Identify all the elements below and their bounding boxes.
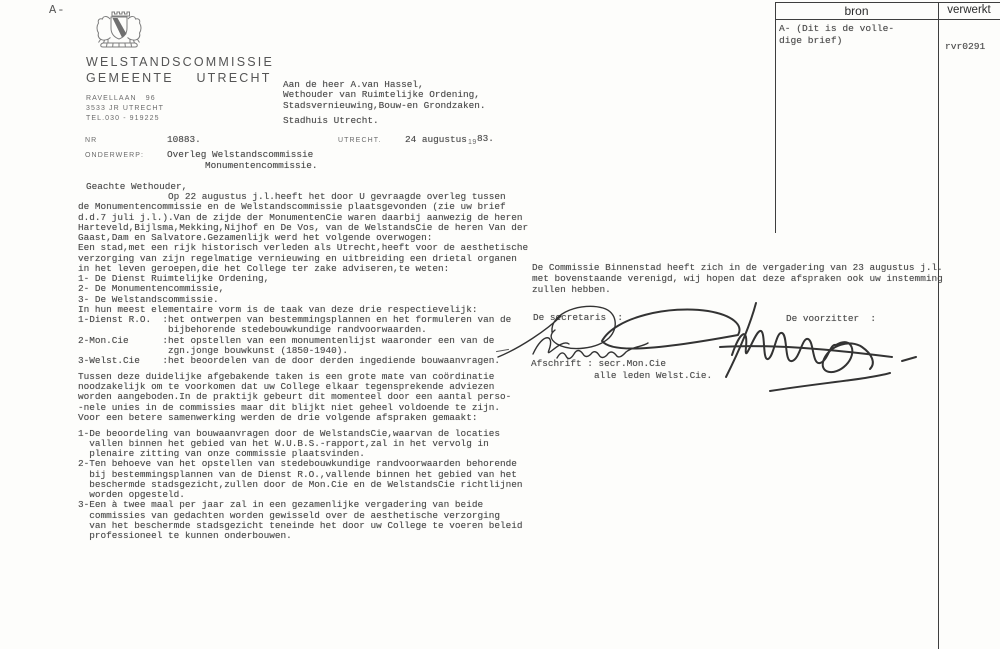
right-note: [532, 262, 943, 296]
letter-body-line: d.d.7 juli j.l.).Van de zijde der MonumentenCie waren daarbij aanwezig de heren: [78, 211, 523, 223]
table-header-underline: [775, 19, 1000, 20]
table-cell-bron-line1: A- (Dit is de volle-: [779, 23, 895, 34]
letter-body-line: 3-Een à twee maal per jaar zal in een gezamenlijke vergadering van beide: [78, 499, 484, 511]
letter-body-line: plenaire zitting van onze commissie plaatsvinden.: [78, 448, 365, 459]
table-cell-verwerkt-value: rvr0291: [945, 41, 986, 52]
letter-body-line: professioneel te kunnen onderbouwen.: [78, 530, 292, 541]
letterhead-org-line2: GEMEENTE UTRECHT: [86, 71, 272, 85]
recipient-address-line: Aan de heer A.van Hassel,: [283, 79, 424, 90]
letter-body-line: -nele unies in de commissies maar dit blijkt niet geheel voldoende te zijn.: [78, 401, 500, 413]
letter-body: [78, 192, 528, 541]
letter-body-line: bijbehorende stedebouwkundige randvoorwaarden.: [78, 324, 427, 336]
right-note-line: De Commissie Binnenstad heeft zich in de vergadering van 23 augustus j.l.: [532, 262, 943, 273]
copy-note-line1: Afschrift : secr.Mon.Cie: [531, 358, 667, 369]
letterhead-address: [86, 94, 164, 124]
recipient-address-line: Wethouder van Ruimtelijke Ordening,: [283, 89, 480, 101]
letter-body-line: Gaast,Dam en Salvatore.Gezamenlijk werd het volgende overwogen:: [78, 232, 433, 243]
chairman-label: De voorzitter :: [786, 313, 877, 324]
letter-body-line: zgn.jonge bouwkunst (1850-1940).: [78, 344, 349, 356]
letter-body-line: vallen binnen het gebied van het W.U.B.S.-rapport,zal in het vervolg in: [78, 437, 489, 449]
letter-body-line: 1- De Dienst Ruimtelijke Ordening,: [78, 273, 270, 284]
table-header-verwerkt: verwerkt: [947, 4, 991, 16]
letter-body-line: van het beschermde stadsgezicht teneinde het door uw College te voeren beleid: [78, 519, 523, 531]
recipient-address-line: Stadhuis Utrecht.: [283, 115, 379, 127]
nr-value: 10883.: [167, 134, 201, 145]
chairman-signature: [580, 295, 920, 405]
city-label: UTRECHT.: [338, 137, 382, 144]
date-value: 24 augustus: [405, 134, 467, 145]
salutation: Geachte Wethouder,: [86, 181, 188, 192]
letter-body-line: 3- De Welstandscommissie.: [78, 293, 219, 305]
recipient-address-line: Stadsvernieuwing,Bouw-en Grondzaken.: [283, 99, 486, 111]
letter-body-line: 2-Ten behoeve van het opstellen van stedebouwkundige randvoorwaarden behorende: [78, 458, 517, 470]
table-header-bron: bron: [844, 4, 869, 18]
subject-label: ONDERWERP:: [85, 152, 145, 159]
letter-body-line: Harteveld,Bijlsma,Mekking,Nijhof en De Vos, van de WelstandsCie de heren Van der: [78, 221, 529, 233]
letter-body-line: Voor een betere samenwerking werden de drie volgende afspraken gemaakt:: [78, 411, 478, 423]
secretary-label: De secretaris :: [533, 312, 624, 323]
right-note-line: zullen hebben.: [532, 284, 611, 296]
letter-body-line: de Monumentencommissie en de Welstandscommissie plaatsgevonden (zie uw brief: [78, 201, 506, 213]
table-top-border: [775, 2, 1000, 3]
corner-annotation: A-: [49, 3, 66, 17]
letter-body-line: 3-Welst.Cie :het beoordelen van de door derden ingediende bouwaanvragen.: [78, 355, 500, 366]
year-prefix: 19: [468, 139, 477, 146]
utrecht-coat-of-arms-icon: [89, 10, 149, 48]
subject-line2: Monumentencommissie.: [205, 160, 318, 171]
letterhead-address-line: RAVELLAAN 96: [86, 95, 156, 102]
letter-body-line: 2- De Monumentencommissie,: [78, 283, 225, 295]
table-cell-bron-line2: dige brief): [779, 35, 843, 46]
right-note-line: met bovenstaande verenigd, wij hopen dat deze afspraken ook uw instemming: [532, 273, 943, 285]
table-column-divider: [938, 2, 939, 649]
table-left-border: [775, 2, 776, 233]
letter-body-line: beschermde stadsgezicht,zullen door de Mon.Cie en de WelstandsCie richtlijnen: [78, 478, 523, 490]
letter-body-line: 1-Dienst R.O. :het ontwerpen van bestemmingsplannen en het formuleren van de: [78, 314, 512, 325]
letter-body-line: worden opgesteld.: [78, 489, 185, 500]
year-value: 83.: [477, 133, 494, 144]
letter-body-line: noodzakelijk om te voorkomen dat uw College elkaar tegensprekende adviezen: [78, 381, 495, 392]
letter-body-line: Op 22 augustus j.l.heeft het door U gevraagde overleg tussen: [78, 191, 506, 202]
letterhead-address-line: 3533 JR UTRECHT: [86, 105, 164, 112]
letter-body-line: bij bestemmingsplannen van de Dienst R.O.,vallende binnen het gebied van het: [78, 468, 517, 480]
letter-body-line: verzorging van zijn regelmatige vernieuwing en uitbreiding een drietal organen: [78, 252, 517, 264]
letterhead-address-line: TEL.030 - 919225: [86, 115, 160, 122]
letter-body-line: 2-Mon.Cie :het opstellen van een monumentenlijst waaronder een van de: [78, 334, 495, 346]
letterhead-org-line1: WELSTANDSCOMMISSIE: [86, 55, 274, 69]
recipient-address: [283, 80, 486, 127]
letter-body-line: Tussen deze duidelijke afgebakende taken is een grote mate van coördinatie: [78, 370, 495, 382]
letter-body-line: In hun meest elementaire vorm is de taak van deze drie respectievelijk:: [78, 303, 478, 315]
subject-line1: Overleg Welstandscommissie: [167, 149, 314, 160]
copy-note-line2: alle leden Welst.Cie.: [594, 370, 713, 381]
letter-body-line: worden aangeboden.In de praktijk gebeurt dit momenteel door een aantal perso-: [78, 391, 512, 403]
letter-body-line: Een stad,met een rijk historisch verleden als Utrecht,heeft voor de aesthetische: [78, 242, 529, 254]
letter-body-line: 1-De beoordeling van bouwaanvragen door de WelstandsCie,waarvan de locaties: [78, 427, 500, 439]
letter-body-line: in het leven geroepen,die het College ter zake adviseren,te weten:: [78, 262, 450, 274]
letter-body-line: commissies van gedachten worden gewisseld over de aesthetische verzorging: [78, 509, 500, 521]
nr-label: NR: [85, 137, 98, 144]
